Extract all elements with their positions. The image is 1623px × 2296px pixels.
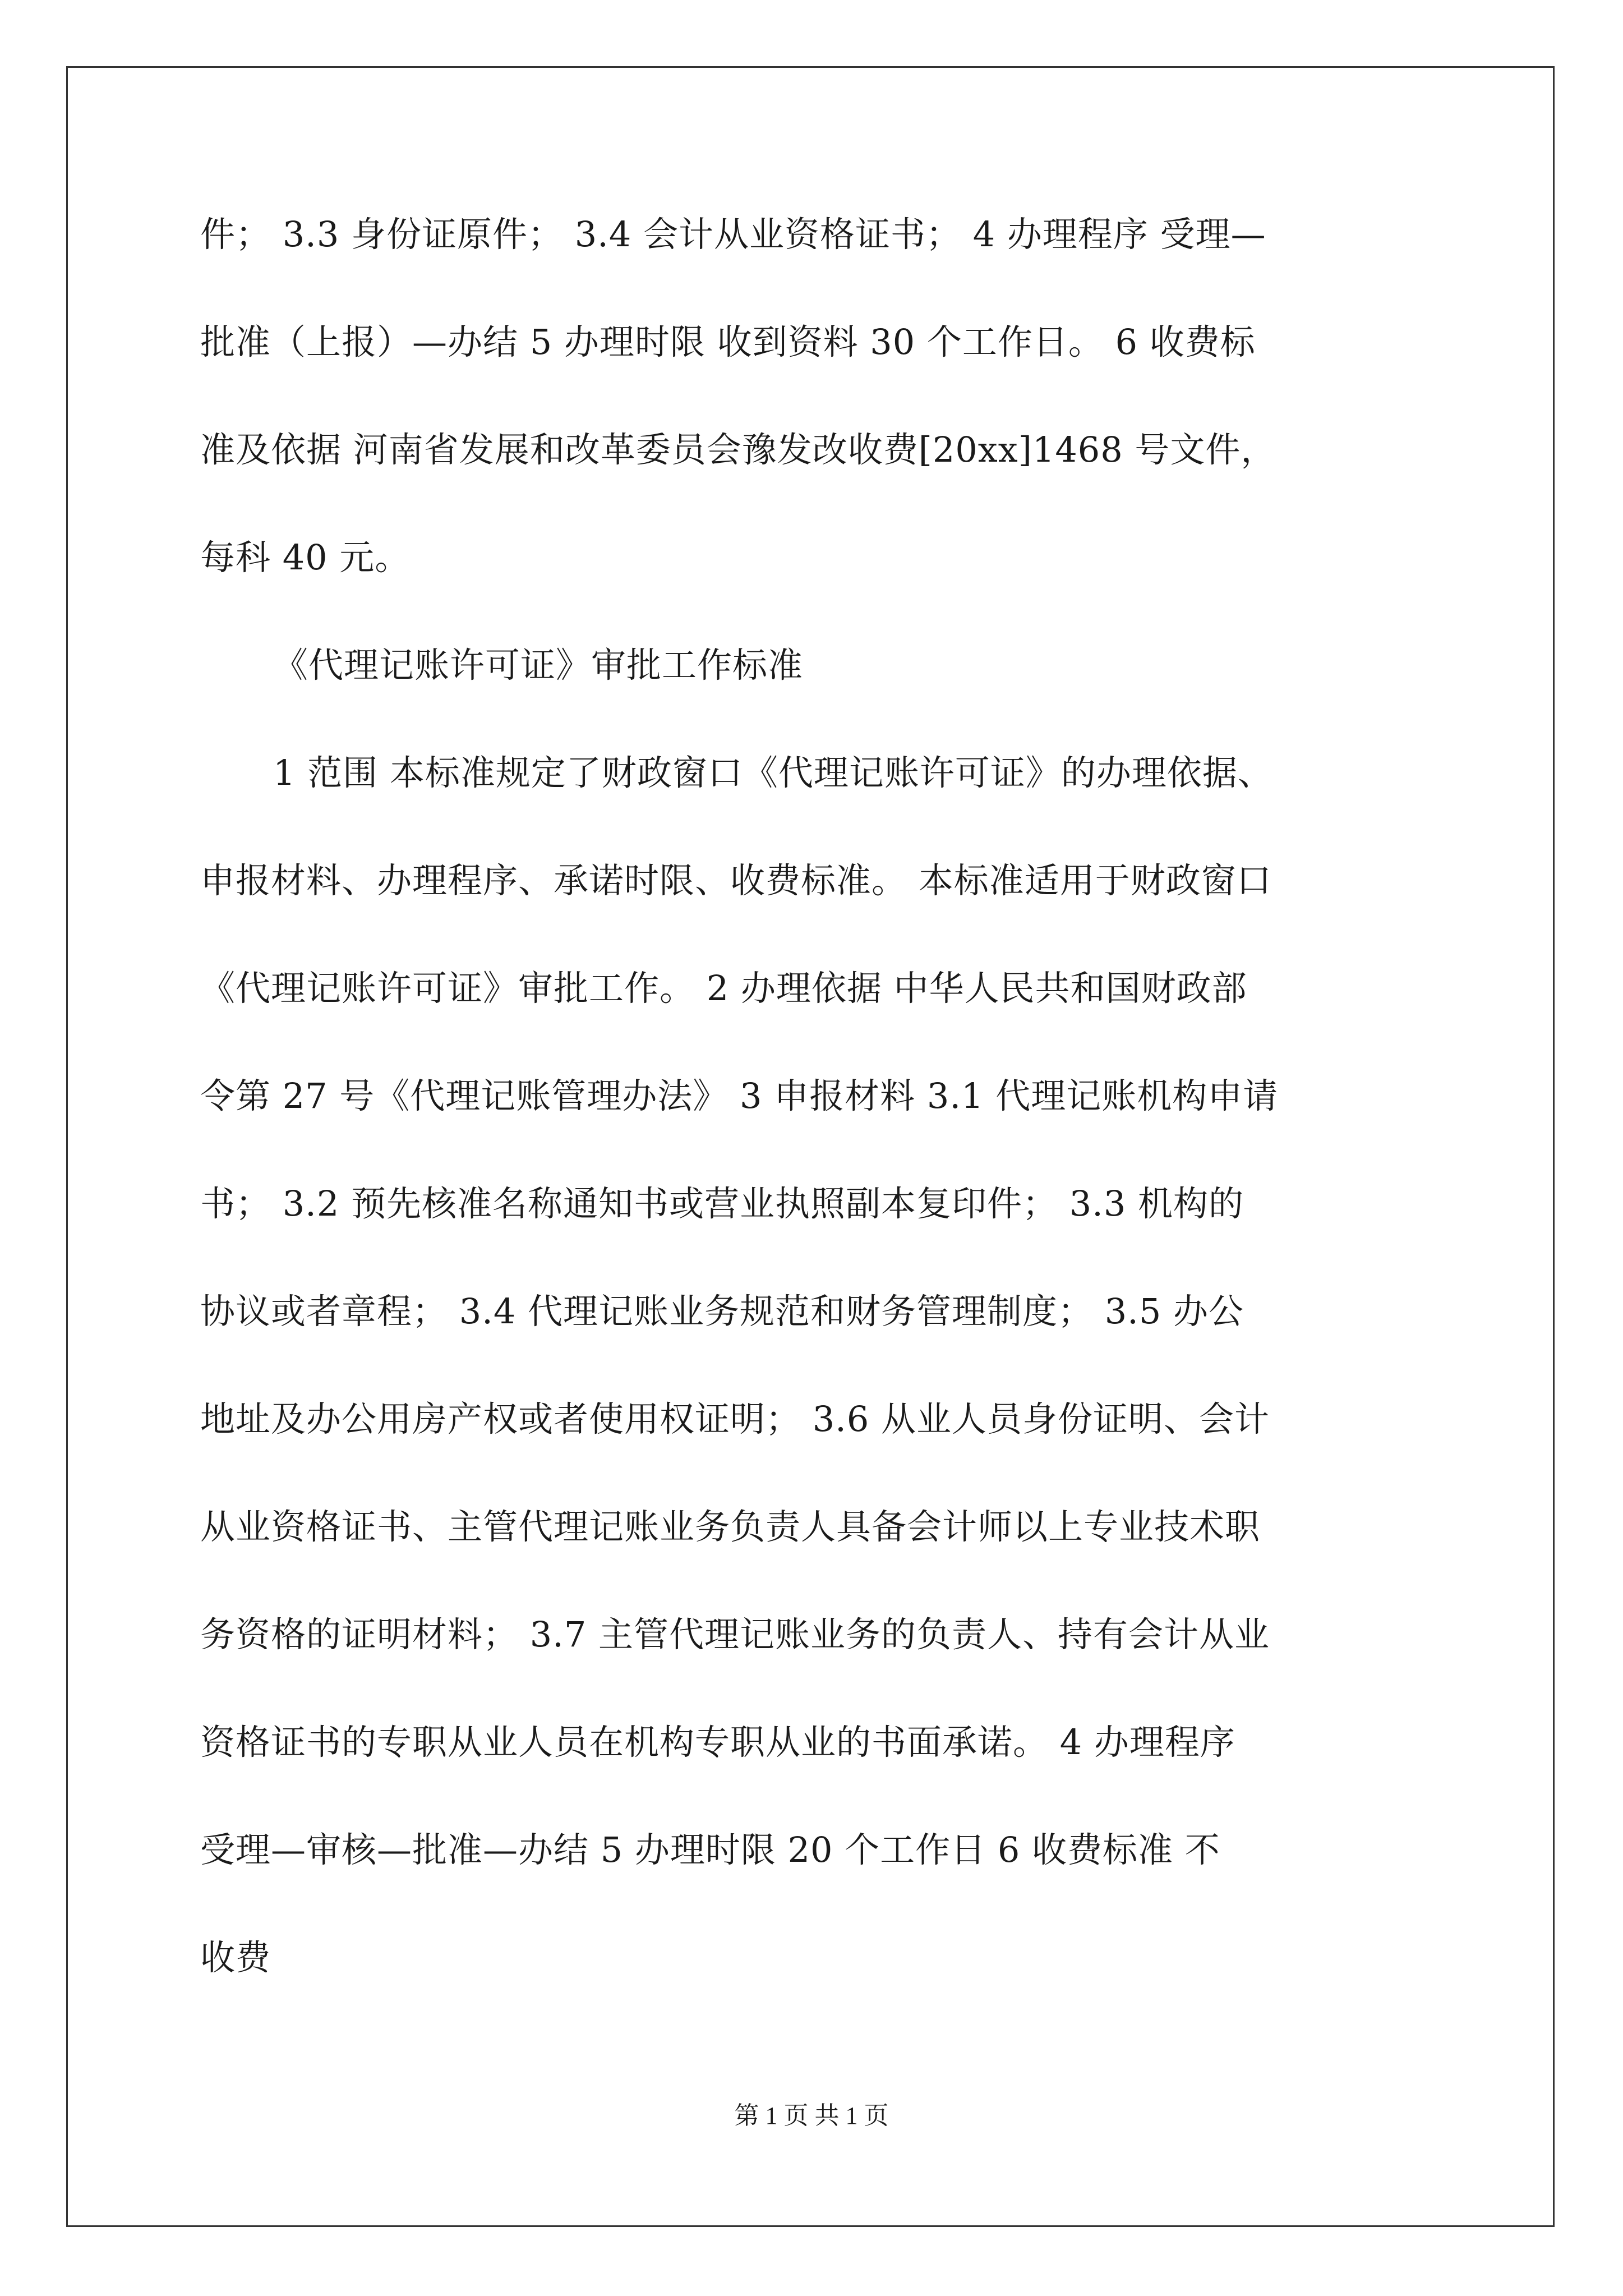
text-line: 1 范围 本标准规定了财政窗口《代理记账许可证》的办理依据、 [273,752,1273,793]
page-number-footer: 第 1 页 共 1 页 [734,2102,889,2129]
text-line: 资格证书的专职从业人员在机构专职从业的书面承诺。 4 办理程序 [200,1722,1235,1763]
text-line: 地址及办公用房产权或者使用权证明； 3.6 从业人员身份证明、会计 [200,1398,1270,1439]
text-line: 受理—审核—批准—办结 5 办理时限 20 个工作日 6 收费标准 不 [200,1829,1220,1870]
text-line: 件； 3.3 身份证原件； 3.4 会计从业资格证书； 4 办理程序 受理— [200,214,1266,255]
section-heading: 《代理记账许可证》审批工作标准 [273,645,804,685]
document-body [200,208,1423,2039]
text-line: 协议或者章程； 3.4 代理记账业务规范和财务管理制度； 3.5 办公 [200,1291,1244,1332]
text-line: 收费 [200,1937,271,1978]
text-line: 《代理记账许可证》审批工作。 2 办理依据 中华人民共和国财政部 [200,968,1247,1009]
text-line: 每科 40 元。 [200,537,411,578]
text-line: 从业资格证书、主管代理记账业务负责人具备会计师以上专业技术职 [200,1506,1261,1547]
text-line: 批准（上报）—办结 5 办理时限 收到资料 30 个工作日。 6 收费标 [200,321,1256,362]
text-line: 务资格的证明材料； 3.7 主管代理记账业务的负责人、持有会计从业 [200,1614,1270,1655]
text-line: 书； 3.2 预先核准名称通知书或营业执照副本复印件； 3.3 机构的 [200,1183,1244,1224]
text-line: 准及依据 河南省发展和改革委员会豫发改收费[20xx]1468 号文件， [200,429,1276,470]
text-line: 申报材料、办理程序、承诺时限、收费标准。 本标准适用于财政窗口 [200,860,1272,901]
text-line: 令第 27 号《代理记账管理办法》 3 申报材料 3.1 代理记账机构申请 [200,1075,1279,1116]
